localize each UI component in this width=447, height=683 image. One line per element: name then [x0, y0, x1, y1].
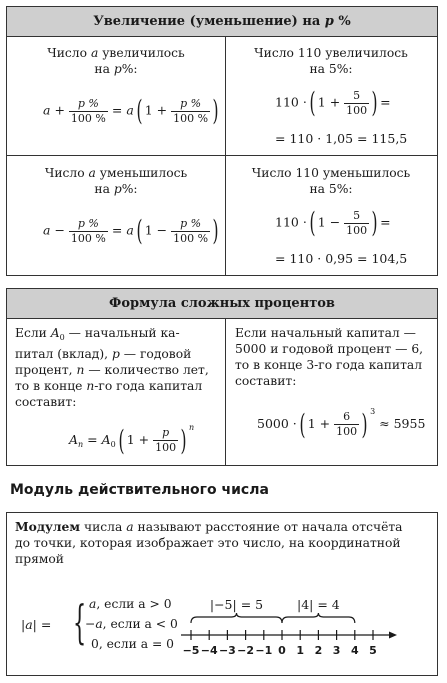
text: − [85, 617, 96, 631]
var: a [126, 520, 134, 534]
text-line: до точки, которая изображает это число, на координатной [15, 536, 401, 550]
denominator: 100 % [70, 231, 106, 245]
text-line [7, 165, 225, 181]
operator: + [319, 416, 331, 431]
text: Число [44, 166, 89, 180]
arrow-icon [389, 632, 397, 639]
text-line: Если начальный капитал — [235, 326, 416, 340]
tick-label: −4 [200, 644, 218, 657]
one: 1 [307, 416, 316, 431]
condition: , если a = 0 [98, 637, 175, 651]
text: %: [121, 62, 138, 76]
text-line [7, 61, 225, 77]
text: Если [15, 326, 51, 340]
abs-pos-label: |4| = 4 [297, 597, 340, 612]
operator: + [156, 102, 168, 118]
tick-label: 5 [369, 644, 377, 657]
denominator: 100 % [173, 231, 209, 245]
brace-path [282, 613, 355, 623]
var: A [50, 326, 60, 340]
percent-change-header [7, 7, 437, 37]
abs-neg-label: |−5| = 5 [209, 597, 264, 612]
one: 1 [144, 102, 153, 118]
denominator: 100 [336, 425, 358, 438]
var: p [113, 182, 122, 196]
operator: − [329, 214, 341, 230]
header-text: Увеличение (уменьшение) на [93, 14, 325, 29]
subscript: 0 [59, 333, 65, 342]
text-line: составит: [235, 374, 297, 388]
var: a [90, 46, 99, 60]
subscript: n [78, 440, 84, 449]
operator: − [54, 222, 65, 238]
text-line: Число 110 увеличилось [254, 46, 408, 60]
var: n [86, 379, 95, 393]
text-line: 5000 и годовой процент — 6, [235, 342, 424, 356]
paren-open: ( [118, 423, 125, 457]
tick-label: 4 [350, 644, 359, 657]
cell-decrease-general [7, 165, 225, 197]
header-var: p [324, 14, 334, 29]
paren-open: ( [309, 86, 316, 119]
row-divider [7, 155, 437, 156]
numerator: p % [171, 218, 210, 232]
text-line [7, 181, 225, 197]
fraction [69, 218, 108, 245]
var: n [76, 363, 85, 377]
text: — количество лет, [84, 363, 209, 377]
column-divider [225, 319, 226, 465]
paren-close: ) [371, 206, 378, 239]
paren-close: ) [212, 214, 219, 247]
formula-increase-example [275, 86, 391, 119]
text-line [15, 325, 221, 346]
text: на [94, 182, 114, 196]
operator: + [138, 432, 150, 447]
number: 5000 [257, 416, 289, 431]
cell-increase-general [7, 45, 225, 77]
text: питал (вклад), [15, 347, 112, 361]
tick-label: 0 [278, 644, 286, 657]
tick-label: −5 [182, 644, 200, 657]
header-text-post: % [333, 14, 351, 29]
fraction [69, 98, 108, 125]
var: a [95, 617, 103, 631]
exponent: n [189, 423, 195, 432]
var: a [89, 597, 97, 611]
denominator: 100 [346, 223, 368, 237]
exponent: 3 [370, 407, 376, 416]
tick-label: −2 [237, 644, 255, 657]
condition: , если a < 0 [102, 617, 178, 631]
text: — годовой [119, 347, 192, 361]
var: a [43, 222, 51, 238]
paren-close: ) [180, 423, 187, 457]
paren-open: ( [299, 407, 306, 441]
denominator: 100 [155, 441, 177, 454]
abs-value-lhs: |a| = [21, 617, 52, 632]
var: a [126, 102, 134, 118]
numerator: p % [69, 218, 108, 232]
equals: = [111, 222, 123, 238]
abs-neg-brace [191, 613, 282, 623]
tick-label: −1 [255, 644, 273, 657]
operator: + [329, 94, 341, 110]
formula-decrease-result: = 110 · 0,95 = 104,5 [275, 251, 408, 266]
tick-label: 1 [296, 644, 305, 657]
text-line [7, 45, 225, 61]
text-line: на 5%: [309, 182, 353, 196]
var: a [43, 102, 51, 118]
fraction [171, 98, 210, 125]
text: -го года капитал [94, 379, 203, 393]
paren-open: ( [136, 94, 143, 127]
number: 5955 [393, 416, 426, 431]
numerator: 5 [344, 210, 369, 224]
text: %: [121, 182, 138, 196]
numerator: 5 [344, 90, 369, 104]
number: 110 [275, 94, 299, 110]
one: 1 [317, 214, 326, 230]
numerator: p [153, 427, 178, 441]
paren-close: ) [371, 86, 378, 119]
numerator: p % [171, 98, 210, 112]
operator: + [54, 102, 65, 118]
compound-interest-header: Формула сложных процентов [7, 289, 437, 319]
var: p [113, 62, 122, 76]
fraction [153, 427, 178, 454]
equals: = [111, 102, 123, 118]
text-line [15, 378, 221, 394]
equals: = [380, 94, 391, 110]
condition: , если a > 0 [96, 597, 172, 611]
compound-interest-table [6, 288, 438, 466]
text: числа [80, 520, 127, 534]
text-line: составит: [15, 395, 77, 409]
var: p [111, 347, 120, 361]
number-line [7, 513, 437, 675]
cell-increase-example [225, 45, 437, 77]
one: 1 [126, 432, 135, 447]
one: 1 [144, 222, 153, 238]
paren-open: ( [309, 206, 316, 239]
var: A [69, 432, 79, 447]
paren-close: ) [361, 407, 368, 441]
cell-decrease-example [225, 165, 437, 197]
number: 110 [275, 214, 299, 230]
formula-decrease-example [275, 206, 391, 239]
subscript: 0 [110, 440, 116, 449]
denominator: 100 % [70, 111, 106, 125]
text-line: прямой [15, 552, 64, 566]
paren-open: ( [136, 214, 143, 247]
text-line: Число 110 уменьшилось [251, 166, 411, 180]
absolute-value-box [6, 512, 438, 676]
formula-compound-general [69, 423, 194, 455]
cases-brace: { [73, 595, 87, 649]
formula-increase-result: = 110 · 1,05 = 115,5 [275, 131, 408, 146]
formula-decrease-general [43, 214, 221, 247]
brace-path [191, 613, 282, 623]
operator: · [302, 214, 307, 230]
text: — начальный ка- [64, 326, 180, 340]
numerator: 6 [334, 411, 359, 425]
text-line: то в конце 3-го года капитал [235, 358, 423, 372]
text: Число [47, 46, 91, 60]
text: уменьшилось [95, 166, 188, 180]
number-line-ticks [183, 630, 377, 657]
fraction [171, 218, 210, 245]
denominator: 100 % [173, 111, 209, 125]
paren-close: ) [212, 94, 219, 127]
denominator: 100 [346, 103, 368, 117]
text-line [15, 362, 221, 378]
section-title-absolute-value: Модуль действительного числа [10, 482, 269, 498]
equals: = [87, 432, 98, 447]
text-line [15, 346, 221, 362]
text: на [94, 62, 114, 76]
approx-sign: ≈ [379, 416, 390, 431]
tick-label: 2 [314, 644, 323, 657]
bold-term: Модулем [15, 519, 81, 534]
one: 1 [317, 94, 326, 110]
equals: = [380, 214, 391, 230]
text: то в конце [15, 379, 87, 393]
text: называют расстояние от начала отсчёта [133, 520, 403, 534]
operator: − [156, 222, 168, 238]
formula-compound-example [257, 407, 425, 439]
text: процент, [15, 363, 77, 377]
operator: · [292, 416, 297, 431]
var: a [126, 222, 134, 238]
tick-label: −3 [218, 644, 236, 657]
formula-increase-general [43, 94, 221, 127]
var: a [88, 166, 96, 180]
percent-change-table [6, 6, 438, 276]
tick-label: 3 [332, 644, 341, 657]
operator: · [302, 94, 307, 110]
fraction [344, 210, 369, 237]
var: A [101, 432, 111, 447]
cell-compound-example [235, 325, 435, 389]
abs-pos-brace [282, 613, 355, 623]
text-line: на 5%: [309, 62, 353, 76]
fraction [334, 411, 359, 438]
cell-compound-general [15, 325, 221, 410]
fraction [344, 90, 369, 117]
text: 0 [91, 637, 99, 651]
numerator: p % [69, 98, 108, 112]
text: увеличилось [98, 46, 185, 60]
